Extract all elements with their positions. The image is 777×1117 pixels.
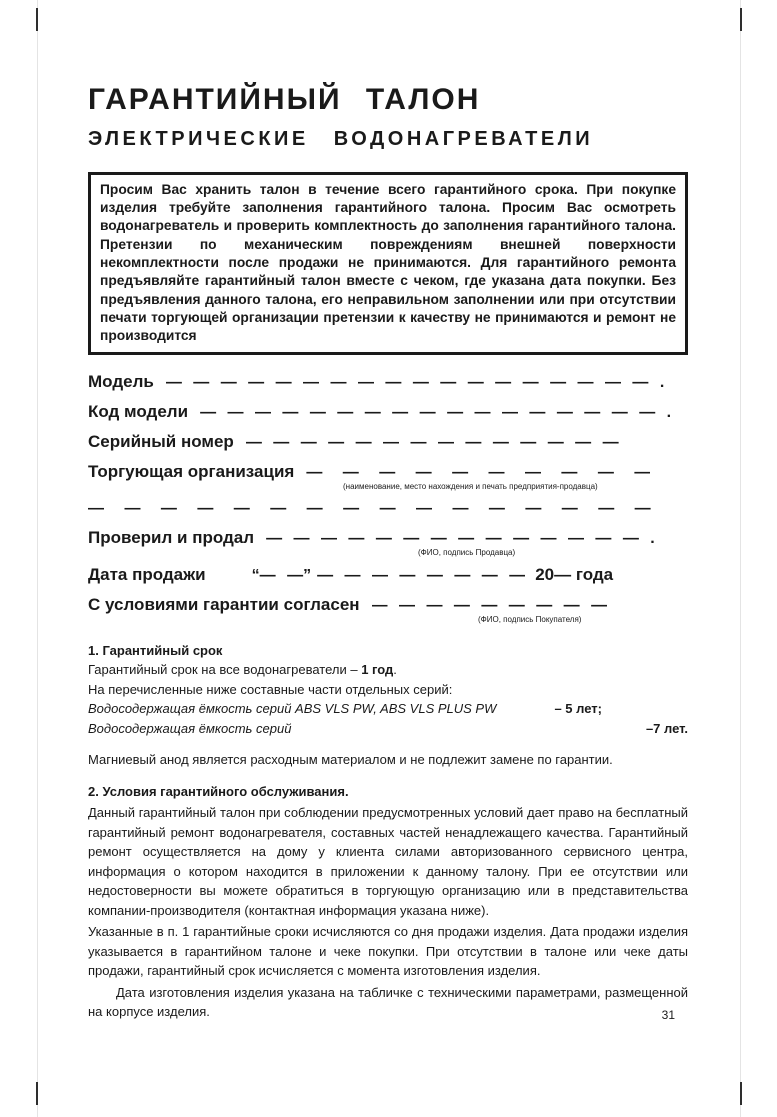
- model-blank-field: — — — — — — — — — — — — — — — — — — .: [165, 373, 665, 391]
- organization-continued-blank-field: — — — — — — — — — — — — — — — —: [88, 499, 651, 517]
- document-subtitle: ЭЛЕКТРИЧЕСКИЕ ВОДОНАГРЕВАТЕЛИ: [88, 127, 594, 150]
- page-number: 31: [661, 1008, 675, 1022]
- model-code-blank-field: — — — — — — — — — — — — — — — — — .: [200, 403, 672, 421]
- document-content: [88, 84, 688, 1022]
- form-row-model: [88, 371, 688, 394]
- section2-paragraph-1: Данный гарантийный талон при соблюдении предусмотренных условий дает право на бесплатный гарантийный ремонт водонагревателя, составных частей ненадлежащего качества. Гарантийный ремонт осуществляется на дому у клиента силами авторизованного сервисного центра, информация о котором находится в приложении к данному талону. При ее отсутствии или недостоверности вы можете обратиться в торгующую организацию или в представительства компании-производителя (контактная информация указана ниже).: [88, 805, 688, 918]
- section1-heading: 1. Гарантийный срок: [88, 642, 223, 658]
- section-warranty-conditions: [88, 782, 688, 1022]
- scan-edge-right: [740, 0, 741, 1117]
- series-row-1: [88, 700, 688, 718]
- selling-organization-label: Торгующая организация: [88, 461, 295, 481]
- form-row-organization-continued: [88, 498, 688, 520]
- agreement-blank-field: — — — — — — — — —: [371, 596, 608, 614]
- series-row-2: [88, 720, 688, 738]
- checked-and-sold-label: Проверил и продал: [88, 527, 255, 547]
- terms-sections: [88, 642, 688, 1022]
- anode-note: Магниевый анод является расходным материалом и не подлежит замене по гарантии.: [88, 752, 613, 768]
- crop-mark-bottom-right: [740, 1082, 742, 1105]
- form-row-model-code: [88, 401, 688, 424]
- warranty-form: [88, 371, 688, 624]
- section2-paragraph-3: Дата изготовления изделия указана на табличке с техническими параметрами, размещенной на корпусе изделия.: [88, 984, 688, 1020]
- selling-organization-caption: (наименование, место нахождения и печать предприятия-продавца): [343, 481, 598, 491]
- buyer-signature-caption: (ФИО, подпись Покупателя): [478, 614, 582, 624]
- series-2-term: –7 лет.: [645, 720, 688, 736]
- warranty-period-line: [88, 661, 688, 679]
- form-row-agreement: [88, 594, 688, 617]
- warranty-period-text: Гарантийный срок на все водонагреватели –: [88, 662, 362, 678]
- sale-date-day-blanks: “— —”: [251, 566, 312, 584]
- model-label: Модель: [88, 371, 154, 391]
- crop-mark-top-right: [740, 8, 742, 31]
- series-2-name: Водосодержащая ёмкость серий: [88, 720, 292, 736]
- serial-number-label: Серийный номер: [88, 431, 234, 451]
- warranty-period-tail: .: [393, 662, 397, 678]
- form-row-sale-date: [88, 564, 688, 587]
- model-code-label: Код модели: [88, 401, 189, 421]
- crop-mark-top-left: [36, 8, 38, 31]
- section2-paragraph-2: Указанные в п. 1 гарантийные сроки исчисляются со дня продажи изделия. Дата продажи изделия указывается в гарантийном талоне и чеке покупки. При отсутствии в талоне или чеке даты продажи, гарантийный срок исчисляется с момента изготовления изделия.: [88, 924, 688, 979]
- crop-mark-bottom-left: [36, 1082, 38, 1105]
- notice-box: [88, 172, 688, 355]
- notice-text: Просим Вас хранить талон в течение всего гарантийного срока. При покупке изделия требуйте заполнения гарантийного талона. Просим Вас осмотреть водонагреватель и проверить комплектность до заполнения гарантийного талона. Претензии по механическим повреждениям внешней поверхности некомплектности после продажи не принимаются. Для гарантийного ремонта предъявляйте гарантийный талон вместе с чеком, где указана дата покупки. Без предъявления данного талона, его неправильном заполнении или при отсутствии печати торгующей организации претензии к качеству не принимаются и ремонт не производится: [100, 181, 676, 344]
- series-1-term: – 5 лет;: [554, 701, 602, 717]
- serial-number-blank-field: — — — — — — — — — — — — — —: [245, 433, 619, 451]
- sale-date-label: Дата продажи: [88, 564, 206, 584]
- sale-date-month-blanks: — — — — — — — —: [317, 566, 526, 584]
- series-1-name: Водосодержащая ёмкость серий ABS VLS PW, ABS VLS PLUS PW: [88, 701, 497, 717]
- selling-organization-blank-field: — — — — — — — — — —: [306, 463, 651, 481]
- form-row-selling-organization: [88, 461, 688, 484]
- seller-signature-caption: (ФИО, подпись Продавца): [418, 547, 516, 557]
- agreement-label: С условиями гарантии согласен: [88, 594, 360, 614]
- warranty-period-value: 1 год: [361, 662, 394, 678]
- series-list-intro: На перечисленные ниже составные части отдельных серий:: [88, 681, 453, 697]
- section2-heading: 2. Условия гарантийного обслуживания.: [88, 783, 349, 799]
- sale-date-year: 20— года: [535, 564, 614, 584]
- form-row-checked-and-sold: [88, 527, 688, 550]
- checked-and-sold-blank-field: — — — — — — — — — — — — — — .: [266, 529, 655, 547]
- section-warranty-period: [88, 642, 688, 769]
- document-title: ГАРАНТИЙНЫЙ ТАЛОН: [88, 83, 481, 116]
- scan-edge-left: [37, 0, 38, 1117]
- form-row-serial-number: [88, 431, 688, 454]
